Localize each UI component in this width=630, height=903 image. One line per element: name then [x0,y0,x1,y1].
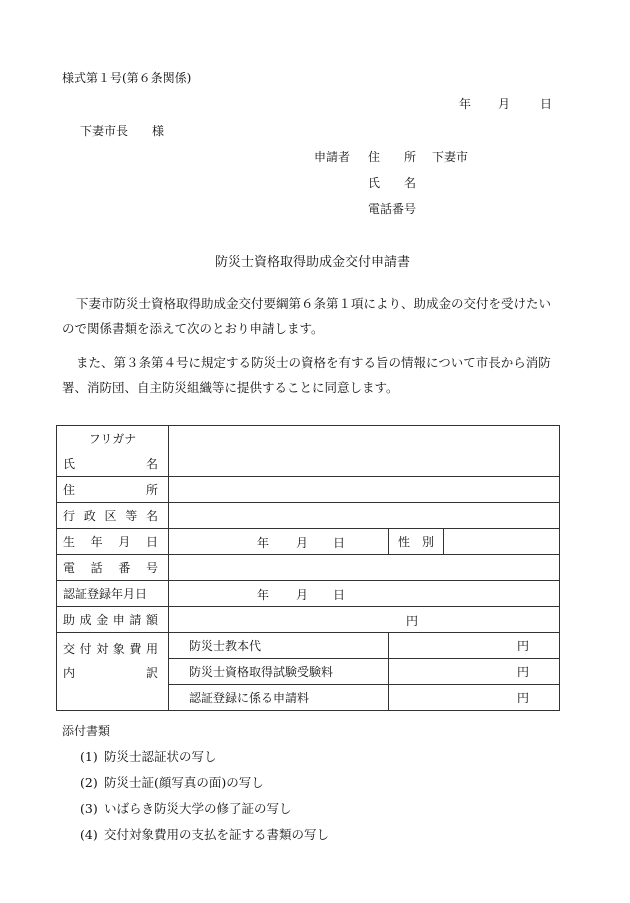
gender-label: 性 別 [389,529,444,555]
address-field[interactable] [169,477,560,503]
cost-item-textbook-amount[interactable]: 円 [389,633,560,659]
applicant-address-value: 下妻市 [432,150,469,164]
cost-item-exam-fee: 防災士資格取得試験受験料 [169,659,389,685]
cost-breakdown-label: 交 付 対 象 費 用 内 訳 [57,633,169,711]
birthdate-label: 生 年 月 日 [57,529,169,555]
applicant-label: 申請者 [314,150,351,164]
grant-amount-field[interactable] [169,607,560,633]
cost-item-registration-fee-amount[interactable]: 円 [389,685,560,711]
district-label: 行 政 区 等 名 [57,503,169,529]
gender-field[interactable] [444,529,560,555]
date-year-label: 年 [459,97,472,111]
paragraph-application: 下妻市防災士資格取得助成金交付要綱第６条第１項により、助成金の交付を受けたいので関係書類を添えて次のとおり申請します。 [62,296,552,336]
addressee: 下妻市長 様 [80,124,165,138]
paragraph-consent: また、第３条第４号に規定する防災士の資格を有する旨の情報について市長から消防署、消防団、自主防災組織等に提供することに同意します。 [62,355,551,395]
phone-label: 電 話 番 号 [57,555,169,581]
cert-date-field[interactable]: 年 月 日 [169,581,560,607]
applicant-address-label: 住 所 [368,150,417,164]
grant-unit: 円 [406,614,419,628]
applicant-phone-label: 電話番号 [368,202,417,216]
attachment-item: (1) 防災士認証状の写し [80,749,217,764]
application-table [56,425,560,711]
grant-amount-label: 助 成 金 申 請 額 [57,607,169,633]
furigana-field[interactable] [169,426,560,452]
applicant-name-label: 氏 名 [368,176,417,190]
furigana-label: フリガナ [57,426,169,452]
attachments-title: 添付書類 [62,724,111,738]
attachment-item: (2) 防災士証(顔写真の面)の写し [80,775,264,790]
date-day-label: 日 [540,97,553,111]
document-title: 防災士資格取得助成金交付申請書 [215,255,411,270]
cost-item-textbook: 防災士教本代 [169,633,389,659]
birthdate-field[interactable]: 年 月 日 [169,529,389,555]
date-month-label: 月 [498,97,511,111]
district-field[interactable] [169,503,560,529]
address-label: 住 所 [57,477,169,503]
attachment-item: (4) 交付対象費用の支払を証する書類の写し [80,827,330,842]
name-label: 氏 名 [57,451,169,477]
attachment-item: (3) いばらき防災大学の修了証の写し [80,801,292,816]
cert-date-label: 認証登録年月日 [57,581,169,607]
cost-item-registration-fee: 認証登録に係る申請料 [169,685,389,711]
phone-field[interactable] [169,555,560,581]
name-field[interactable] [169,451,560,477]
cost-item-exam-fee-amount[interactable]: 円 [389,659,560,685]
form-number: 様式第１号(第６条関係) [62,71,192,85]
